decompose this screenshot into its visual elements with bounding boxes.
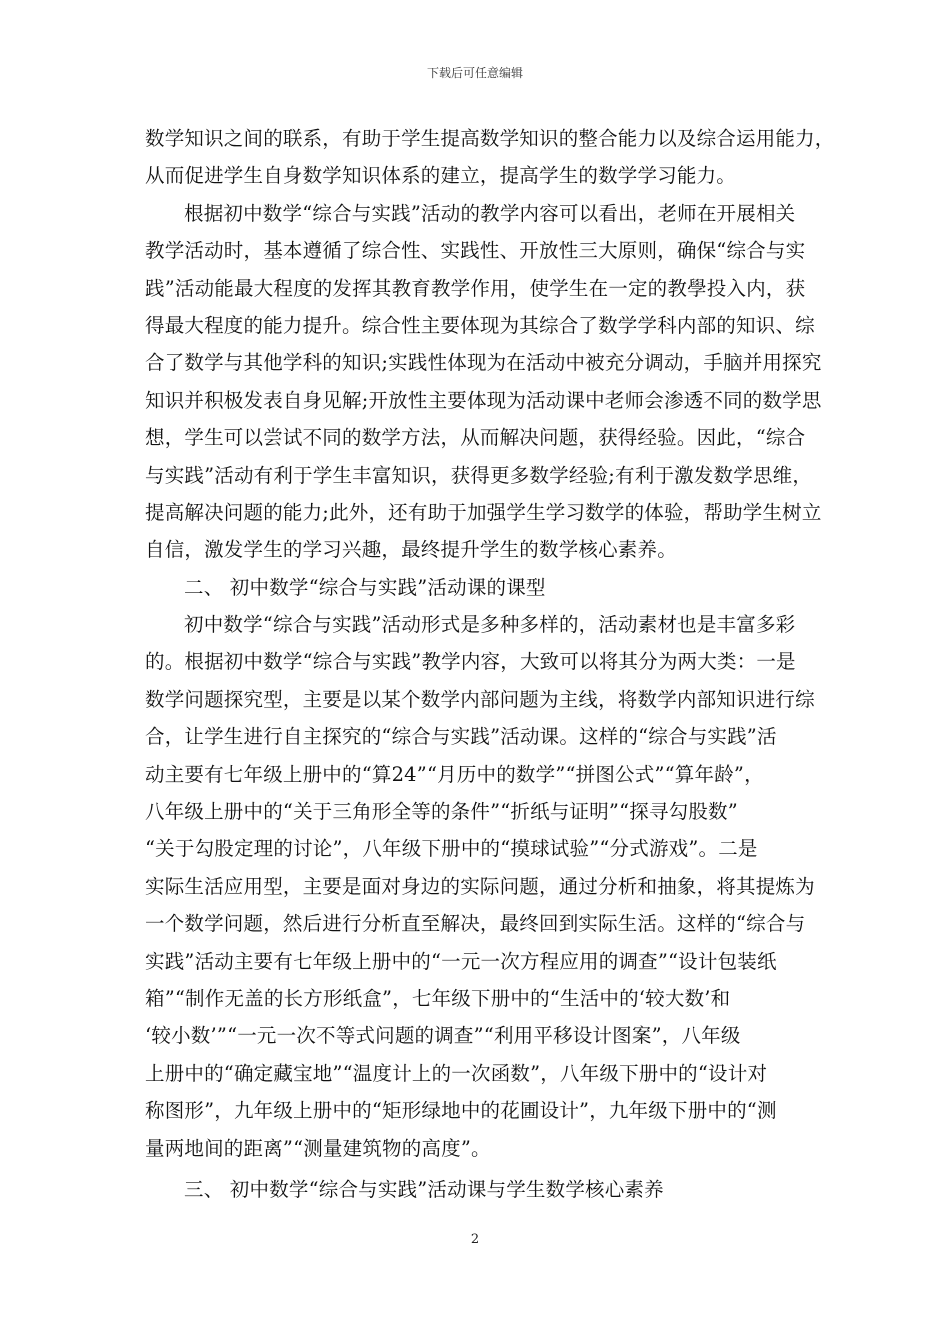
body-line: 实际生活应用型，主要是面对身边的实际问题，通过分析和抽象，将其提炼为 [145,874,815,898]
section-heading-2: 二、 初中数学“综合与实践”活动课的课型 [184,575,546,599]
body-line: 得最大程度的能力提升。综合性主要体现为其综合了数学学科内部的知识、综 [145,313,815,337]
body-line: 合，让学生进行自主探究的“综合与实践”活动课。这样的“综合与实践”活 [145,725,777,749]
body-line: 与实践”活动有利于学生丰富知识，获得更多数学经验;有利于激发数学思维， [145,463,813,487]
body-line: 一个数学问题，然后进行分析直至解决，最终回到实际生活。这样的“综合与 [145,912,806,936]
body-line: 自信，激发学生的学习兴趣，最终提升学生的数学核心素养。 [145,538,677,562]
paragraph-start-line: 根据初中数学“综合与实践”活动的教学内容可以看出，老师在开展相关 [184,201,796,225]
body-line: 动主要有七年级上册中的“算24”“月历中的数学”“拼图公式”“算年龄”， [145,762,764,786]
body-line: 实践”活动主要有七年级上册中的“一元一次方程应用的调查”“设计包装纸 [145,949,777,973]
document-body [145,120,835,1208]
body-line: 想，学生可以尝试不同的数学方法，从而解决问题，获得经验。因此，“综合 [145,426,806,450]
body-line: 量两地间的距离”“测量建筑物的高度”。 [145,1136,491,1160]
body-line: 数学知识之间的联系，有助于学生提高数学知识的整合能力以及综合运用能力， [145,127,835,150]
body-line: 的。根据初中数学“综合与实践”教学内容，大致可以将其分为两大类：一是 [145,650,796,674]
body-line: 知识并积极发表自身见解;开放性主要体现为活动课中老师会渗透不同的数学思 [145,388,822,412]
body-line: 合了数学与其他学科的知识;实践性体现为在活动中被充分调动，手脑并用探究 [145,351,822,375]
paragraph-start-line: 初中数学“综合与实践”活动形式是多种多样的，活动素材也是丰富多彩 [184,613,796,637]
body-line: “关于勾股定理的讨论”，八年级下册中的“摸球试验”“分式游戏”。二是 [145,837,758,861]
page-number: 2 [470,1232,480,1247]
body-line: 从而促进学生自身数学知识体系的建立，提高学生的数学学习能力。 [145,164,737,188]
body-line: 提高解决问题的能力;此外，还有助于加强学生学习数学的体验，帮助学生树立 [145,500,822,524]
page-header: 下载后可任意编辑 [426,66,523,80]
body-line: 践”活动能最大程度的发挥其教育教学作用，使学生在一定的教學投入内，获 [145,276,806,300]
body-line: 教学活动时，基本遵循了综合性、实践性、开放性三大原则，确保“综合与实 [145,239,806,263]
body-line: 箱”“制作无盖的长方形纸盒”，七年级下册中的“生活中的‘较大数’和 [145,986,731,1010]
body-line: 数学问题探究型，主要是以某个数学内部问题为主线，将数学内部知识进行综 [145,687,815,711]
body-line: 八年级上册中的“关于三角形全等的条件”“折纸与证明”“探寻勾股数” [145,800,738,824]
body-line: ‘较小数’”“一元一次不等式问题的调查”“利用平移设计图案”，八年级 [145,1024,741,1048]
body-line: 称图形”，九年级上册中的“矩形绿地中的花圃设计”，九年级下册中的“测 [145,1099,777,1123]
body-line: 上册中的“确定藏宝地”“温度计上的一次函数”，八年级下册中的“设计对 [145,1061,768,1085]
section-heading-3: 三、 初中数学“综合与实践”活动课与学生数学核心素养 [184,1177,664,1201]
